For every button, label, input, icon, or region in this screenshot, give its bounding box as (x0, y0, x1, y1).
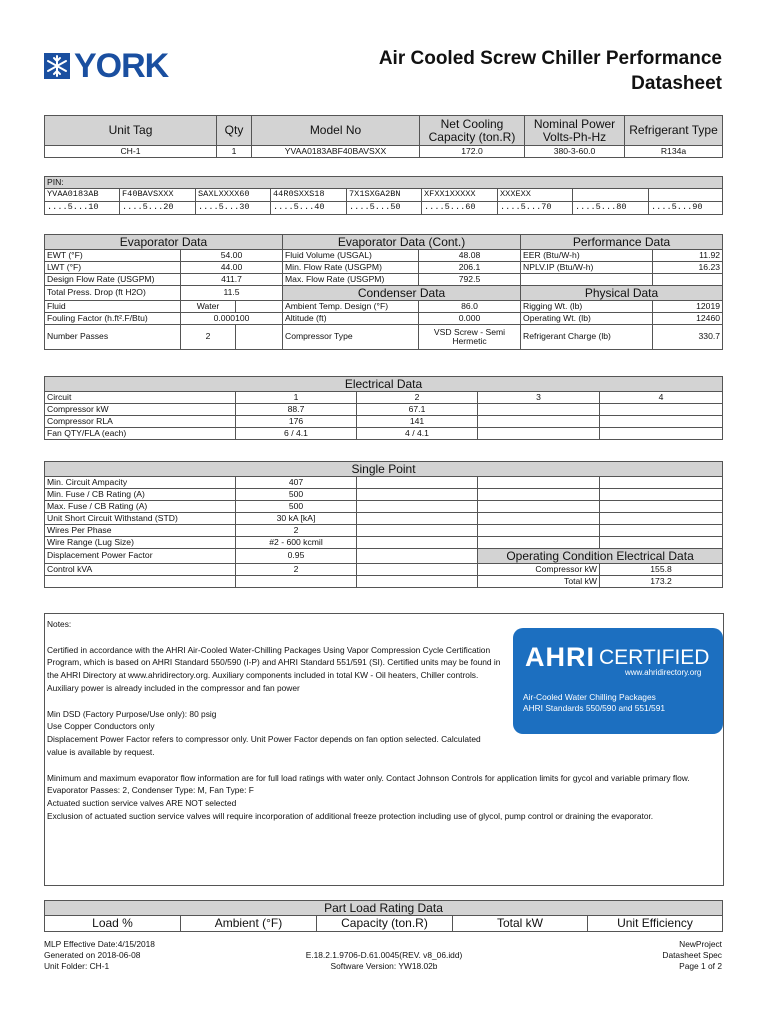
elec-value (478, 416, 600, 428)
sp-label: Min. Circuit Ampacity (45, 477, 236, 489)
net-cooling-header: Net Cooling Capacity (ton.R) (420, 116, 525, 146)
ahri-certified: CERTIFIED (599, 646, 710, 669)
elec-value (478, 404, 600, 416)
evap-cont-value: 792.5 (419, 274, 521, 286)
pin-table (44, 176, 723, 215)
perf-value: 11.92 (653, 250, 723, 262)
data-grid-table (44, 234, 723, 350)
ahri-brand: AHRI (525, 642, 595, 672)
part-load-header: Ambient (°F) (181, 916, 317, 932)
sp-value: 2 (236, 525, 357, 537)
pin-code: 44R0SXXS18 (271, 189, 347, 202)
pin-ruler: ....5...60 (422, 202, 498, 215)
pin-code: XFXX1XXXXX (422, 189, 498, 202)
cond-label: Ambient Temp. Design (°F) (283, 301, 419, 313)
title-line-1: Air Cooled Screw Chiller Performance (378, 48, 722, 69)
evap-value: Water (181, 301, 236, 313)
pin-label: PIN: (45, 177, 723, 189)
perf-empty (653, 274, 723, 286)
evap-value: 411.7 (181, 274, 283, 286)
phys-label: Refrigerant Charge (lb) (521, 325, 653, 350)
pin-ruler: ....5...80 (573, 202, 649, 215)
elec-value (600, 428, 723, 440)
cond-label: Compressor Type (283, 325, 419, 350)
pin-ruler: ....5...10 (45, 202, 120, 215)
condenser-title: Condenser Data (283, 286, 521, 301)
op-label: Total kW (478, 576, 600, 588)
footer-project: NewProject (679, 939, 722, 949)
elec-label: Circuit (45, 392, 236, 404)
elec-label: Compressor RLA (45, 416, 236, 428)
elec-value: 3 (478, 392, 600, 404)
evap-cont-label: Max. Flow Rate (USGPM) (283, 274, 419, 286)
sp-value: 500 (236, 501, 357, 513)
operating-title: Operating Condition Electrical Data (478, 549, 723, 564)
electrical-title: Electrical Data (45, 377, 723, 392)
evap-label: Fluid (45, 301, 181, 313)
sp-label: Min. Fuse / CB Rating (A) (45, 489, 236, 501)
part-load-header: Unit Efficiency (588, 916, 723, 932)
notes-copper: Use Copper Conductors only (47, 721, 155, 732)
single-point-title: Single Point (45, 462, 723, 477)
notes-dsd: Min DSD (Factory Purpose/Use only): 80 psig (47, 708, 217, 719)
pin-ruler: ....5...90 (649, 202, 723, 215)
pin-ruler: ....5...30 (196, 202, 271, 215)
cond-value: 86.0 (419, 301, 521, 313)
evap-label: Number Passes (45, 325, 181, 350)
ahri-url: www.ahridirectory.org (625, 668, 702, 677)
pin-code (649, 189, 723, 202)
notes-label: Notes: (47, 619, 72, 629)
phys-value: 330.7 (653, 325, 723, 350)
evap-label: EWT (°F) (45, 250, 181, 262)
elec-label: Fan QTY/FLA (each) (45, 428, 236, 440)
elec-value: 1 (236, 392, 357, 404)
sp-value: 407 (236, 477, 357, 489)
part-load-header: Load % (45, 916, 181, 932)
pin-code: SAXLXXXX60 (196, 189, 271, 202)
phys-value: 12019 (653, 301, 723, 313)
evap-cont-label: Min. Flow Rate (USGPM) (283, 262, 419, 274)
nominal-power-header: Nominal Power Volts-Ph-Hz (525, 116, 625, 146)
phys-label: Operating Wt. (lb) (521, 313, 653, 325)
evap-value: 54.00 (181, 250, 283, 262)
notes-valves: Actuated suction service valves ARE NOT selected (47, 798, 237, 809)
perf-label: EER (Btu/W-h) (521, 250, 653, 262)
footer-center (244, 950, 524, 972)
evap-cont-label: Fluid Volume (USGAL) (283, 250, 419, 262)
op-value: 155.8 (600, 564, 723, 576)
pin-ruler: ....5...70 (498, 202, 573, 215)
phys-label: Rigging Wt. (lb) (521, 301, 653, 313)
evap-cont-value: 48.08 (419, 250, 521, 262)
pin-code: F40BAVSXXX (120, 189, 196, 202)
footer-spec: Datasheet Spec (662, 950, 722, 960)
ahri-line-2: AHRI Standards 550/590 and 551/591 (523, 703, 666, 713)
performance-title: Performance Data (521, 235, 723, 250)
footer-unit-folder: Unit Folder: CH-1 (44, 961, 110, 971)
refrigerant-value: R134a (625, 146, 723, 158)
ahri-line-1: Air-Cooled Water Chilling Packages (523, 692, 656, 702)
sp-label: Wires Per Phase (45, 525, 236, 537)
evaporator-title: Evaporator Data (45, 235, 283, 250)
evap-label: Fouling Factor (h.ft².F/Btu) (45, 313, 181, 325)
notes-exclusion: Exclusion of actuated suction service valves will require incorporation of additional freeze protection including use of glycol, pump control or draining the evaporator. (47, 810, 654, 821)
part-load-table (44, 900, 723, 932)
elec-label: Compressor kW (45, 404, 236, 416)
footer-generated: Generated on 2018-06-08 (44, 950, 141, 960)
pin-ruler: ....5...50 (347, 202, 422, 215)
physical-title: Physical Data (521, 286, 723, 301)
elec-value (600, 404, 723, 416)
evap-cont-value: 206.1 (419, 262, 521, 274)
sp-label: Control kVA (45, 564, 236, 576)
evap-label: Design Flow Rate (USGPM) (45, 274, 181, 286)
footer-software: Software Version: YW18.02b (330, 961, 438, 971)
perf-value: 16.23 (653, 262, 723, 274)
evaporator-cont-title: Evaporator Data (Cont.) (283, 235, 521, 250)
single-point-table (44, 461, 723, 588)
phys-value: 12460 (653, 313, 723, 325)
pin-ruler: ....5...40 (271, 202, 347, 215)
sp-value: 500 (236, 489, 357, 501)
pin-ruler: ....5...20 (120, 202, 196, 215)
sp-label: Unit Short Circuit Withstand (STD) (45, 513, 236, 525)
evap-value: 0.000100 (181, 313, 283, 325)
elec-value: 4 / 4.1 (357, 428, 478, 440)
pin-code (573, 189, 649, 202)
pin-code: 7X1SXGA2BN (347, 189, 422, 202)
part-load-header: Capacity (ton.R) (317, 916, 453, 932)
footer-left (44, 939, 155, 972)
notes-certified: Certified in accordance with the AHRI Air-Cooled Water-Chilling Packages Using Vapor Compression Cycle Certification Program, which is based on AHRI Standard 550/590 (I-P) and AHRI Standard 551/591 (SI). Certified units may be found in the AHRI Directory at www.ahridirectory.org. Auxiliary components included in total KW - Oil heaters, Chiller controls. Auxiliary power is already included in the compressor and fan power (47, 644, 501, 693)
model-no-header: Model No (252, 116, 420, 146)
evap-value: 44.00 (181, 262, 283, 274)
notes-displacement: Displacement Power Factor refers to compressor only. Unit Power Factor depends on fan option selected. Calculated value is available by request. (47, 734, 481, 757)
evap-label: LWT (°F) (45, 262, 181, 274)
evap-label: Total Press. Drop (ft H2O) (45, 286, 181, 301)
qty-value: 1 (217, 146, 252, 158)
perf-label: NPLV.IP (Btu/W-h) (521, 262, 653, 274)
elec-value: 88.7 (236, 404, 357, 416)
cond-value: 0.000 (419, 313, 521, 325)
pin-code: YVAA0183AB (45, 189, 120, 202)
sp-label: Max. Fuse / CB Rating (A) (45, 501, 236, 513)
footer-page: Page 1 of 2 (679, 961, 722, 971)
elec-value: 4 (600, 392, 723, 404)
unit-table (44, 115, 723, 158)
refrigerant-header: Refrigerant Type (625, 116, 723, 146)
net-cooling-value: 172.0 (420, 146, 525, 158)
part-load-title: Part Load Rating Data (45, 901, 723, 916)
nominal-power-value: 380-3-60.0 (525, 146, 625, 158)
snowflake-icon (44, 53, 70, 79)
op-value: 173.2 (600, 576, 723, 588)
notes-box (44, 613, 724, 886)
footer-mlp-date: MLP Effective Date:4/15/2018 (44, 939, 155, 949)
elec-value (478, 428, 600, 440)
footer-right (662, 939, 722, 972)
evap-empty (236, 325, 283, 350)
cond-label: Altitude (ft) (283, 313, 419, 325)
elec-value (600, 416, 723, 428)
pin-code: XXXEXX (498, 189, 573, 202)
elec-value: 2 (357, 392, 478, 404)
elec-value: 67.1 (357, 404, 478, 416)
elec-value: 141 (357, 416, 478, 428)
title-line-2: Datasheet (631, 73, 722, 94)
evap-value: 2 (181, 325, 236, 350)
op-label: Compressor kW (478, 564, 600, 576)
sp-value: 30 kA [kA] (236, 513, 357, 525)
york-logo (44, 48, 168, 84)
evap-empty (236, 301, 283, 313)
unit-tag-value: CH-1 (45, 146, 217, 158)
elec-value: 176 (236, 416, 357, 428)
elec-value: 6 / 4.1 (236, 428, 357, 440)
evap-value: 11.5 (181, 286, 283, 301)
logo-text: YORK (74, 46, 169, 85)
model-no-value: YVAA0183ABF40BAVSXX (252, 146, 420, 158)
sp-label: Displacement Power Factor (45, 549, 236, 564)
sp-value: #2 - 600 kcmil (236, 537, 357, 549)
notes-flow: Minimum and maximum evaporator flow information are for full load ratings with water only. Contact Johnson Controls for application limits for gycol and variable primary flow. (47, 772, 690, 783)
cond-value: VSD Screw - Semi Hermetic (419, 325, 521, 350)
ahri-certified-badge (513, 628, 723, 734)
unit-tag-header: Unit Tag (45, 116, 217, 146)
electrical-table (44, 376, 723, 440)
part-load-header: Total kW (453, 916, 588, 932)
qty-header: Qty (217, 116, 252, 146)
sp-value: 2 (236, 564, 357, 576)
page-title (379, 46, 722, 96)
sp-value: 0.95 (236, 549, 357, 564)
notes-passes: Evaporator Passes: 2, Condenser Type: M, Fan Type: F (47, 785, 254, 796)
footer-rev: E.18.2.1.9706-D.61.0045(REV. v8_06.idd) (305, 950, 463, 960)
perf-empty (521, 274, 653, 286)
sp-label: Wire Range (Lug Size) (45, 537, 236, 549)
